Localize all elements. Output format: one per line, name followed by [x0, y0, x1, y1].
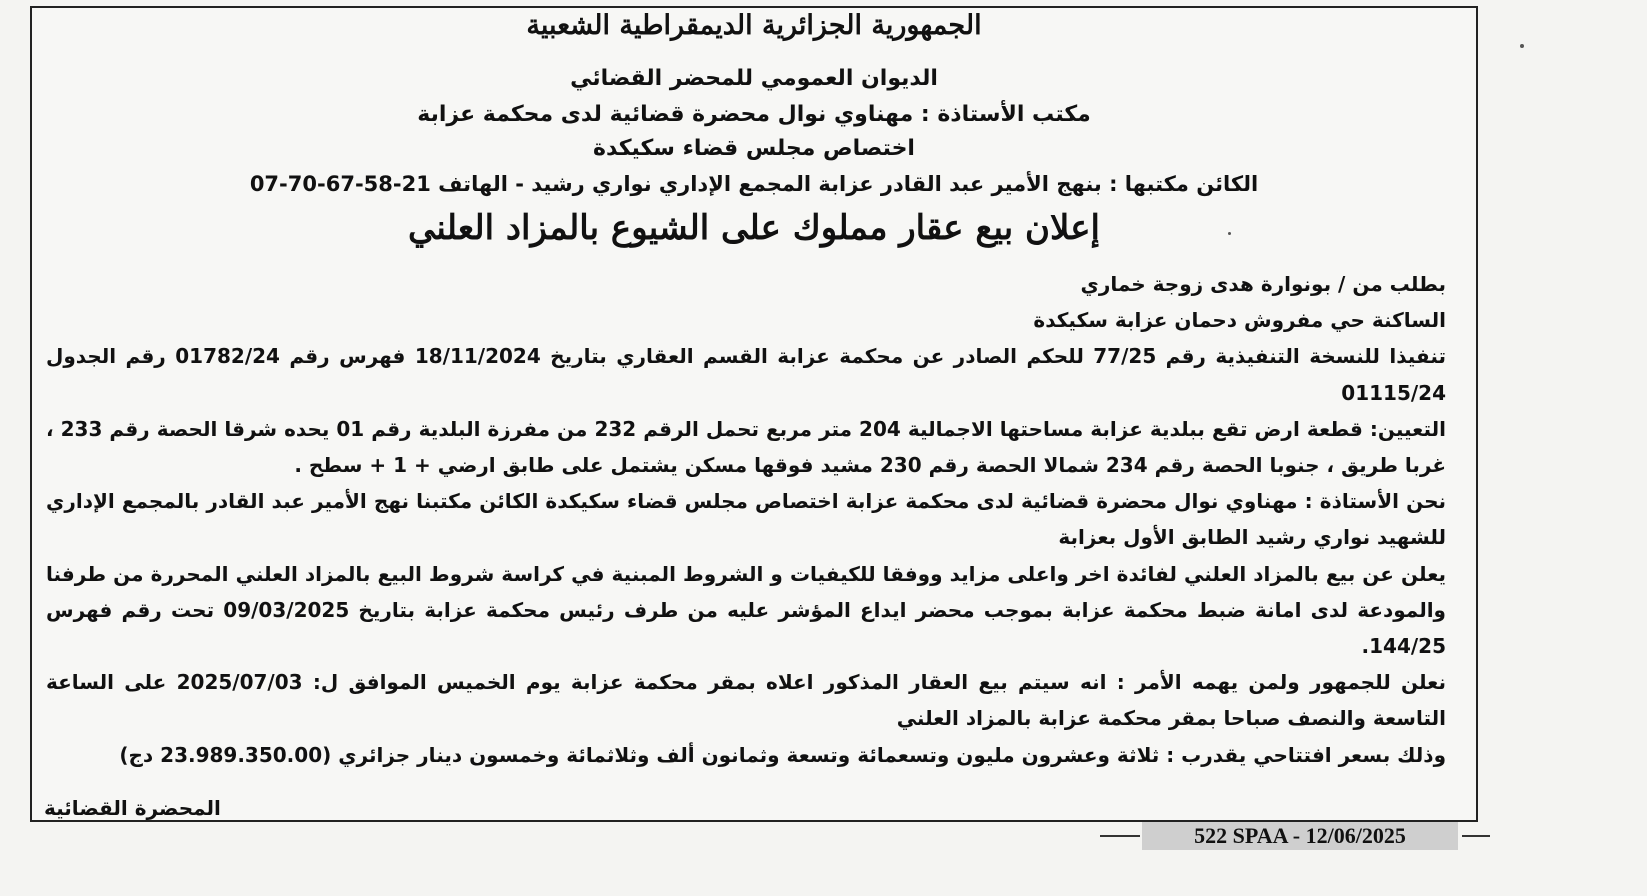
bailiff-paragraph: نحن الأستاذة : مهناوي نوال محضرة قضائية لدى محكمة عزابة اختصاص مجلس قضاء سكيكدة الكائن مكتبنا نهج الأمير عبد القادر بالمجمع الإداري للشهيد نواري رشيد الطابق الأول بعزابة [46, 489, 1446, 550]
bailiff-office-line: مكتب الأستاذة : مهناوي نوال محضرة قضائية لدى محكمة عزابة [417, 102, 1091, 127]
notice-body [46, 266, 1446, 773]
address-line: الكائن مكتبها : بنهج الأمير عبد القادر عزابة المجمع الإداري نواري رشيد - الهاتف 21-58-67-70-07 [249, 172, 1259, 196]
footer-divider-right [1462, 835, 1490, 837]
property-description-paragraph: التعيين: قطعة ارض تقع ببلدية عزابة مساحتها الاجمالية 204 متر مربع تحمل الرقم 232 من مفرزة البلدية رقم 01 يحده شرقا الحصة رقم 233 ، غربا طريق ، جنوبا الحصة رقم 234 شمالا الحصة رقم 230 مشيد فوقها مسكن يشتمل على طابق ارضي + 1 + سطح . [46, 416, 1446, 478]
legal-notice [30, 6, 1478, 822]
sale-announcement-paragraph: يعلن عن بيع بالمزاد العلني لفائدة اخر واعلى مزايد ووفقا للكيفيات و الشروط المبنية في كراسة شروط البيع بالمزاد العلني المحررة من طرفنا والمودعة لدى امانة ضبط محكمة عزابة بموجب محضر ايداع المؤشر عليه من طرف رئيس محكمة عزابة بتاريخ 09/03/2025 تحت رقم فهرس 144/25. [46, 561, 1446, 659]
opening-price-paragraph: وذلك بسعر افتتاحي يقدرب : ثلاثة وعشرون مليون وتسعمائة وتسعة وثمانون ألف وثلاثمائة وخمسون دينار جزائري (23.989.350.00 دج) [119, 742, 1446, 767]
signature: المحضرة القضائية [44, 796, 221, 820]
footer-divider-left [1100, 835, 1140, 837]
print-speck [1228, 232, 1231, 235]
residence-paragraph: الساكنة حي مفروش دحمان عزابة سكيكدة [1033, 308, 1446, 333]
sale-date-paragraph: نعلن للجمهور ولمن يهمه الأمر : انه سيتم بيع العقار المذكور اعلاه بمقر محكمة عزابة يوم الخميس الموافق ل: 2025/07/03 على الساعة التاسعة والنصف صباحا بمقر محكمة عزابة بالمزاد العلني [46, 670, 1446, 731]
requester-paragraph: بطلب من / بونوارة هدى زوجة خماري [1080, 272, 1446, 296]
notice-title: إعلان بيع عقار مملوك على الشيوع بالمزاد العلني [407, 208, 1101, 248]
jurisdiction-line: اختصاص مجلس قضاء سكيكدة [593, 136, 915, 161]
publication-reference: 522 SPAA - 12/06/2025 [1142, 822, 1458, 850]
republic-heading: الجمهورية الجزائرية الديمقراطية الشعبية [526, 10, 982, 41]
office-heading: الديوان العمومي للمحضر القضائي [570, 66, 938, 91]
print-speck [1520, 44, 1524, 48]
execution-paragraph: تنفيذا للنسخة التنفيذية رقم 77/25 للحكم الصادر عن محكمة عزابة القسم العقاري بتاريخ 18/11/2024 فهرس رقم 01782/24 رقم الجدول 01115/24 [46, 344, 1446, 405]
